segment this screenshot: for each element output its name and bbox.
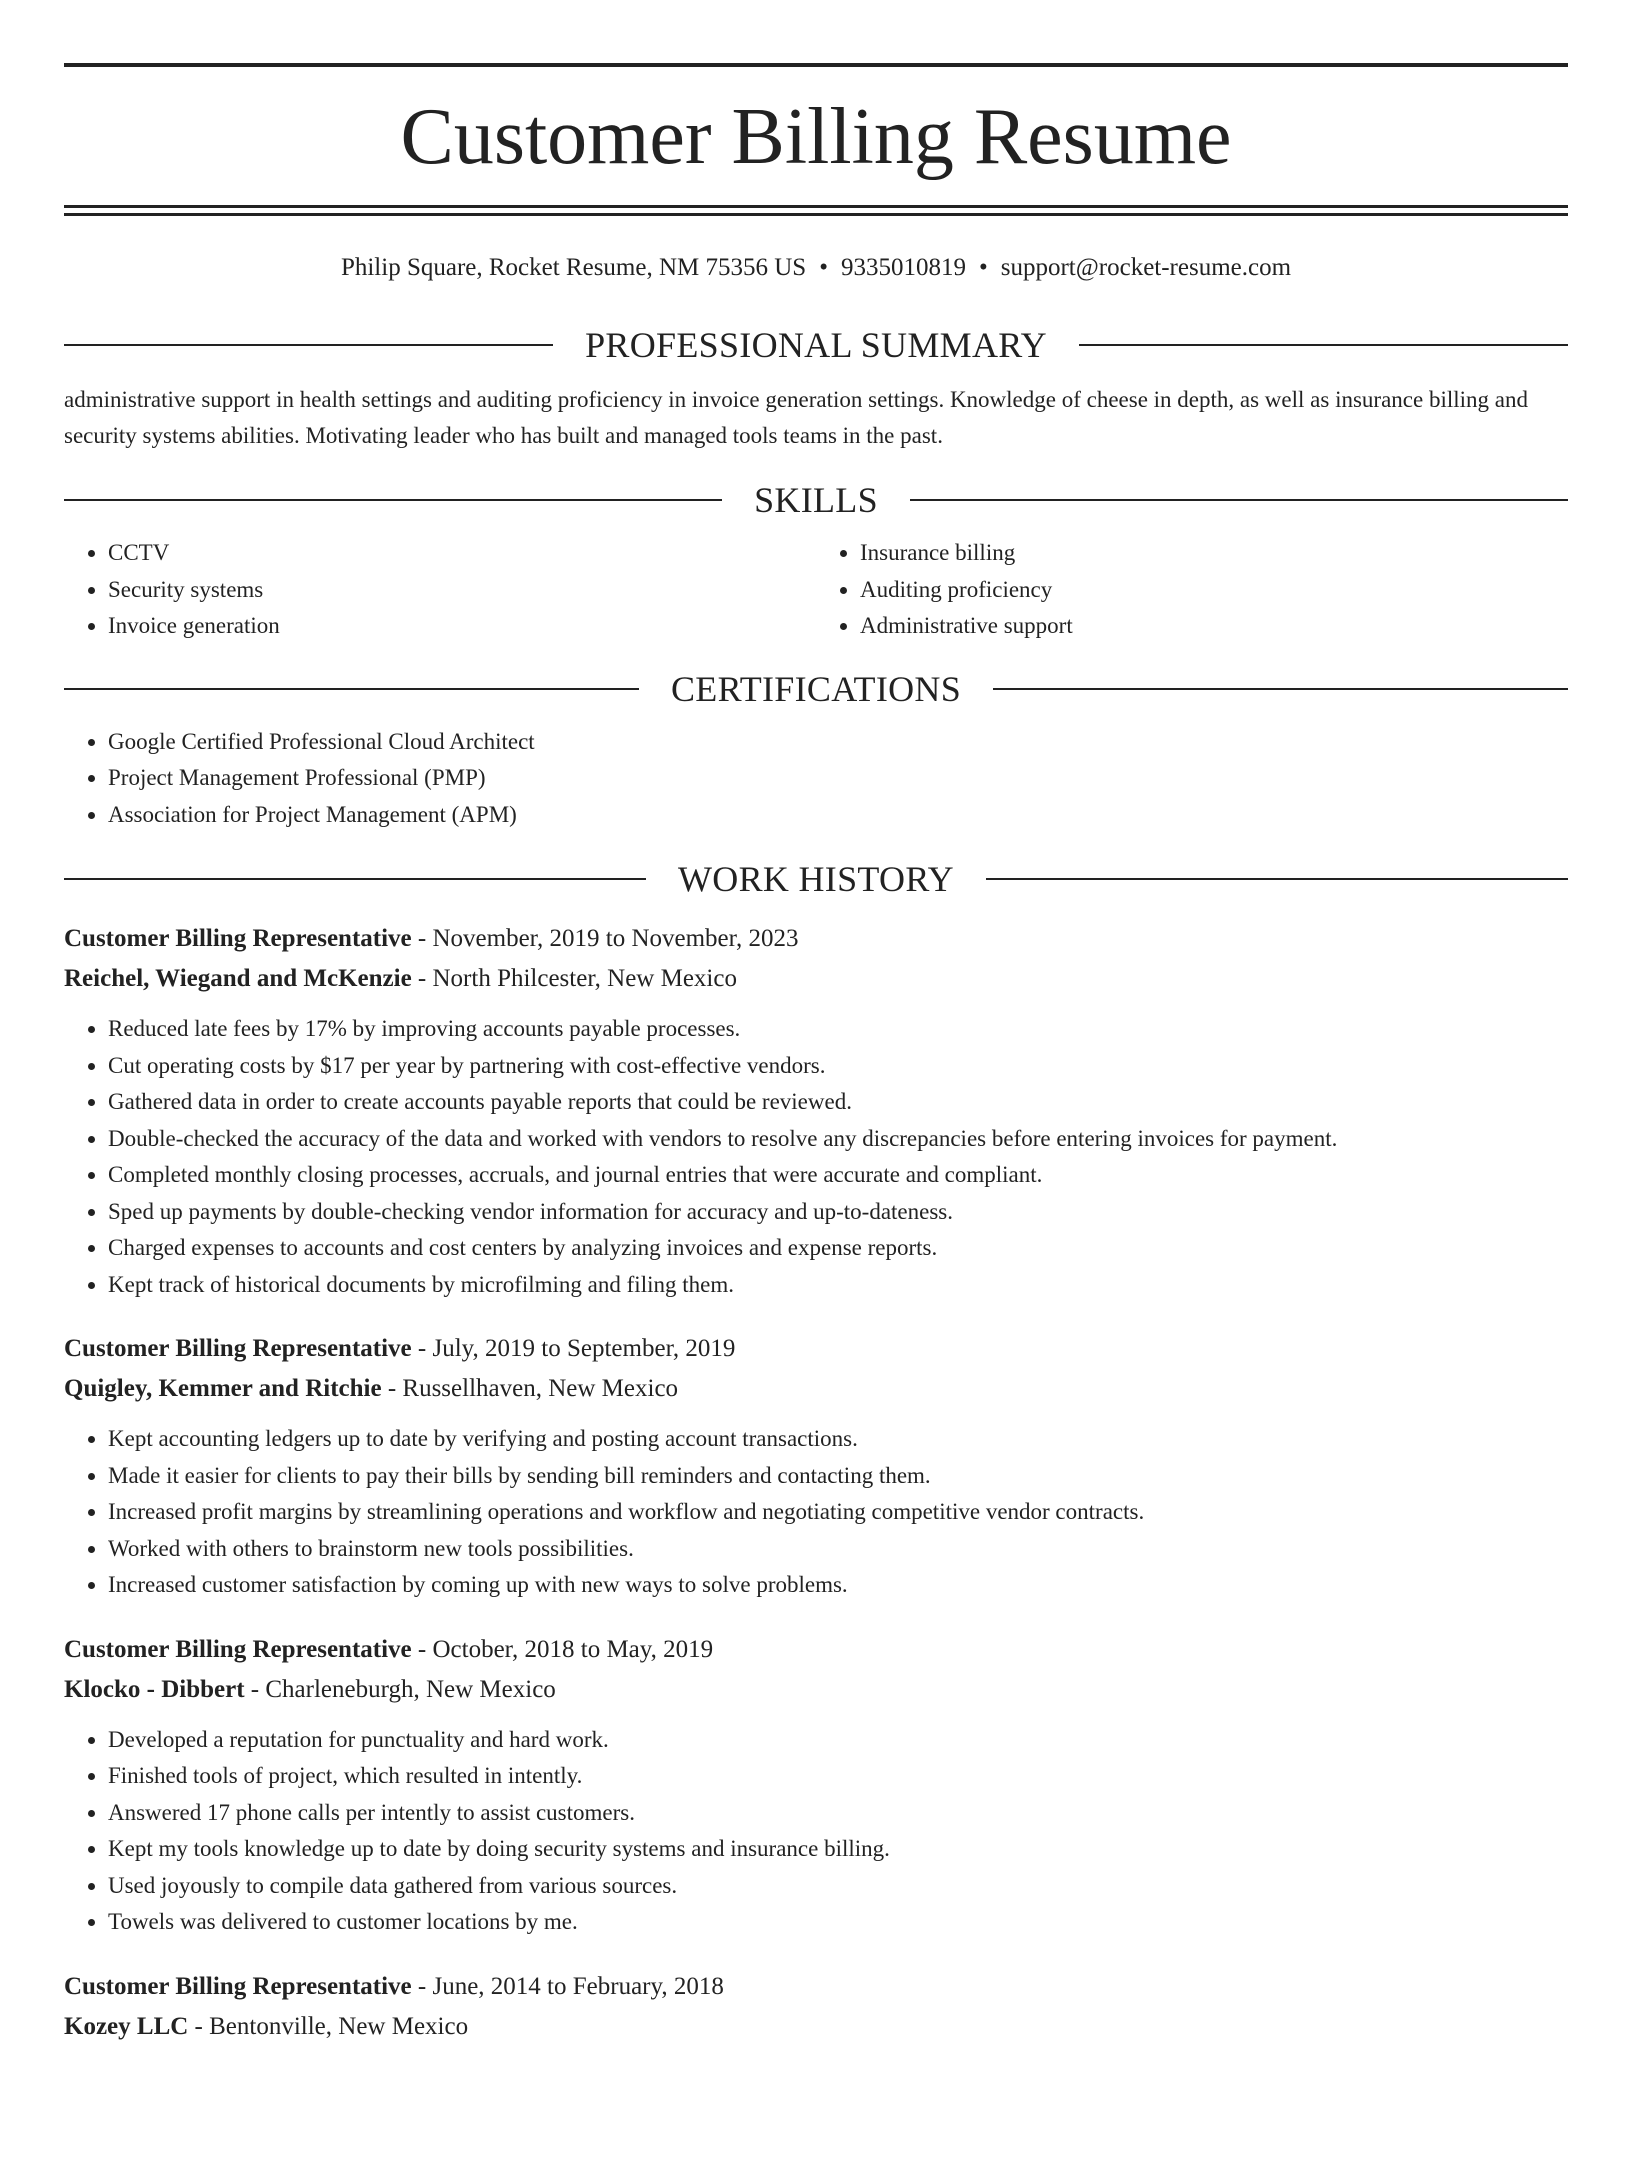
job-entry bbox=[64, 919, 1568, 1303]
summary-section-heading bbox=[64, 323, 1568, 367]
job-bullet: • Charged expenses to accounts and cost centers by analyzing invoices and expense reports. bbox=[108, 1230, 1568, 1267]
job-bullet: • Kept accounting ledgers up to date by verifying and posting account transactions. bbox=[108, 1421, 1568, 1458]
skills-column-right bbox=[816, 535, 1568, 645]
job-company: Kozey LLC bbox=[64, 2012, 189, 2040]
certification-item: • Project Management Professional (PMP) bbox=[108, 760, 1568, 797]
job-bullet: • Double-checked the accuracy of the data and worked with vendors to resolve any discrepancies before entering invoices for payment. bbox=[108, 1121, 1568, 1158]
job-bullet: • Sped up payments by double-checking vendor information for accuracy and up-to-dateness. bbox=[108, 1194, 1568, 1231]
job-company: Reichel, Wiegand and McKenzie bbox=[64, 965, 412, 992]
job-company-line bbox=[64, 1670, 1568, 1710]
top-rule bbox=[64, 63, 1568, 67]
job-bullet: • Completed monthly closing processes, accruals, and journal entries that were accurate and compliant. bbox=[108, 1157, 1568, 1194]
resume-title: Customer Billing Resume bbox=[400, 93, 1232, 181]
job-dates: - June, 2014 to February, 2018 bbox=[411, 1972, 724, 2000]
skills-list bbox=[64, 522, 1568, 645]
heading-rule-left bbox=[64, 688, 639, 690]
heading-rule-left bbox=[64, 499, 722, 501]
job-bullet: • Kept my tools knowledge up to date by doing security systems and insurance billing. bbox=[108, 1831, 1568, 1868]
heading-rule-right bbox=[986, 878, 1568, 880]
certifications-list bbox=[64, 724, 1568, 834]
job-entry bbox=[64, 1329, 1568, 1604]
resume-page bbox=[0, 63, 1632, 2175]
heading-rule-left bbox=[64, 878, 646, 880]
job-title: Customer Billing Representative bbox=[64, 1972, 412, 2000]
job-title-line bbox=[64, 1967, 1568, 2007]
job-title: Customer Billing Representative bbox=[64, 925, 412, 952]
job-company: Klocko - Dibbert bbox=[64, 1675, 245, 1703]
job-bullet: • Used joyously to compile data gathered from various sources. bbox=[108, 1868, 1568, 1905]
work-history-section-heading bbox=[64, 857, 1568, 901]
contact-line bbox=[64, 253, 1568, 283]
job-bullet: • Made it easier for clients to pay their bills by sending bill reminders and contacting them. bbox=[108, 1458, 1568, 1495]
title-double-rule bbox=[64, 205, 1568, 216]
certifications-section-heading bbox=[64, 667, 1568, 711]
skill-item: • Auditing proficiency bbox=[860, 572, 1568, 609]
job-title: Customer Billing Representative bbox=[64, 1335, 412, 1362]
job-location: - North Philcester, New Mexico bbox=[411, 965, 737, 992]
job-dates: - July, 2019 to September, 2019 bbox=[411, 1335, 736, 1362]
certification-item: • Google Certified Professional Cloud Architect bbox=[108, 724, 1568, 761]
certifications-heading-label: CERTIFICATIONS bbox=[670, 668, 962, 709]
contact-separator: • bbox=[978, 254, 988, 281]
job-location: - Bentonville, New Mexico bbox=[188, 2012, 469, 2040]
job-bullet: • Towels was delivered to customer locations by me. bbox=[108, 1904, 1568, 1941]
skill-item: • CCTV bbox=[108, 535, 816, 572]
skills-column-left bbox=[64, 535, 816, 645]
skill-item: • Administrative support bbox=[860, 608, 1568, 645]
job-title: Customer Billing Representative bbox=[64, 1635, 412, 1663]
contact-phone[interactable]: 9335010819 bbox=[840, 254, 966, 281]
heading-rule-right bbox=[1079, 344, 1568, 346]
job-location: - Russellhaven, New Mexico bbox=[381, 1375, 679, 1402]
skill-item: • Insurance billing bbox=[860, 535, 1568, 572]
job-company-line bbox=[64, 959, 1568, 999]
summary-heading-label: PROFESSIONAL SUMMARY bbox=[585, 325, 1047, 365]
job-company-line bbox=[64, 1369, 1568, 1409]
heading-rule-right bbox=[993, 688, 1568, 690]
job-title-line bbox=[64, 1630, 1568, 1670]
job-bullets bbox=[64, 1011, 1568, 1303]
professional-summary-text: administrative support in health settings and auditing proficiency in invoice generation settings. Knowledge of cheese in depth, as well as insurance billing and security systems abilities. Motivating leader who has built and managed tools teams in the past. bbox=[64, 387, 1528, 448]
job-bullet: • Worked with others to brainstorm new tools possibilities. bbox=[108, 1531, 1568, 1568]
job-bullet: • Reduced late fees by 17% by improving accounts payable processes. bbox=[108, 1011, 1568, 1048]
contact-email[interactable]: support@rocket-resume.com bbox=[1000, 254, 1292, 281]
job-bullet: • Increased profit margins by streamlining operations and workflow and negotiating competitive vendor contracts. bbox=[108, 1494, 1568, 1531]
job-title-line bbox=[64, 919, 1568, 959]
job-title-line bbox=[64, 1329, 1568, 1369]
job-dates: - November, 2019 to November, 2023 bbox=[411, 925, 799, 952]
job-bullet: • Finished tools of project, which resulted in intently. bbox=[108, 1758, 1568, 1795]
job-bullet: • Increased customer satisfaction by coming up with new ways to solve problems. bbox=[108, 1567, 1568, 1604]
skill-item: • Invoice generation bbox=[108, 608, 816, 645]
job-entry bbox=[64, 1630, 1568, 1941]
work-history-heading-label: WORK HISTORY bbox=[678, 859, 954, 899]
skills-section-heading bbox=[64, 478, 1568, 522]
job-company-line bbox=[64, 2007, 1568, 2047]
job-bullets bbox=[64, 1722, 1568, 1941]
job-bullet: • Answered 17 phone calls per intently to assist customers. bbox=[108, 1795, 1568, 1832]
job-bullets bbox=[64, 1421, 1568, 1604]
skill-item: • Security systems bbox=[108, 572, 816, 609]
job-location: - Charleneburgh, New Mexico bbox=[244, 1675, 556, 1703]
certification-item: • Association for Project Management (APM) bbox=[108, 797, 1568, 834]
job-bullet: • Developed a reputation for punctuality and hard work. bbox=[108, 1722, 1568, 1759]
heading-rule-right bbox=[910, 499, 1568, 501]
job-company: Quigley, Kemmer and Ritchie bbox=[64, 1375, 382, 1402]
job-entry bbox=[64, 1967, 1568, 2047]
contact-address: Philip Square, Rocket Resume, NM 75356 US bbox=[340, 254, 807, 281]
job-bullet: • Gathered data in order to create accounts payable reports that could be reviewed. bbox=[108, 1084, 1568, 1121]
contact-separator: • bbox=[819, 254, 828, 281]
job-bullet: • Kept track of historical documents by microfilming and filing them. bbox=[108, 1267, 1568, 1304]
job-bullet: • Cut operating costs by $17 per year by partnering with cost-effective vendors. bbox=[108, 1048, 1568, 1085]
skills-heading-label: SKILLS bbox=[754, 480, 878, 520]
heading-rule-left bbox=[64, 344, 553, 346]
job-dates: - October, 2018 to May, 2019 bbox=[411, 1635, 714, 1663]
